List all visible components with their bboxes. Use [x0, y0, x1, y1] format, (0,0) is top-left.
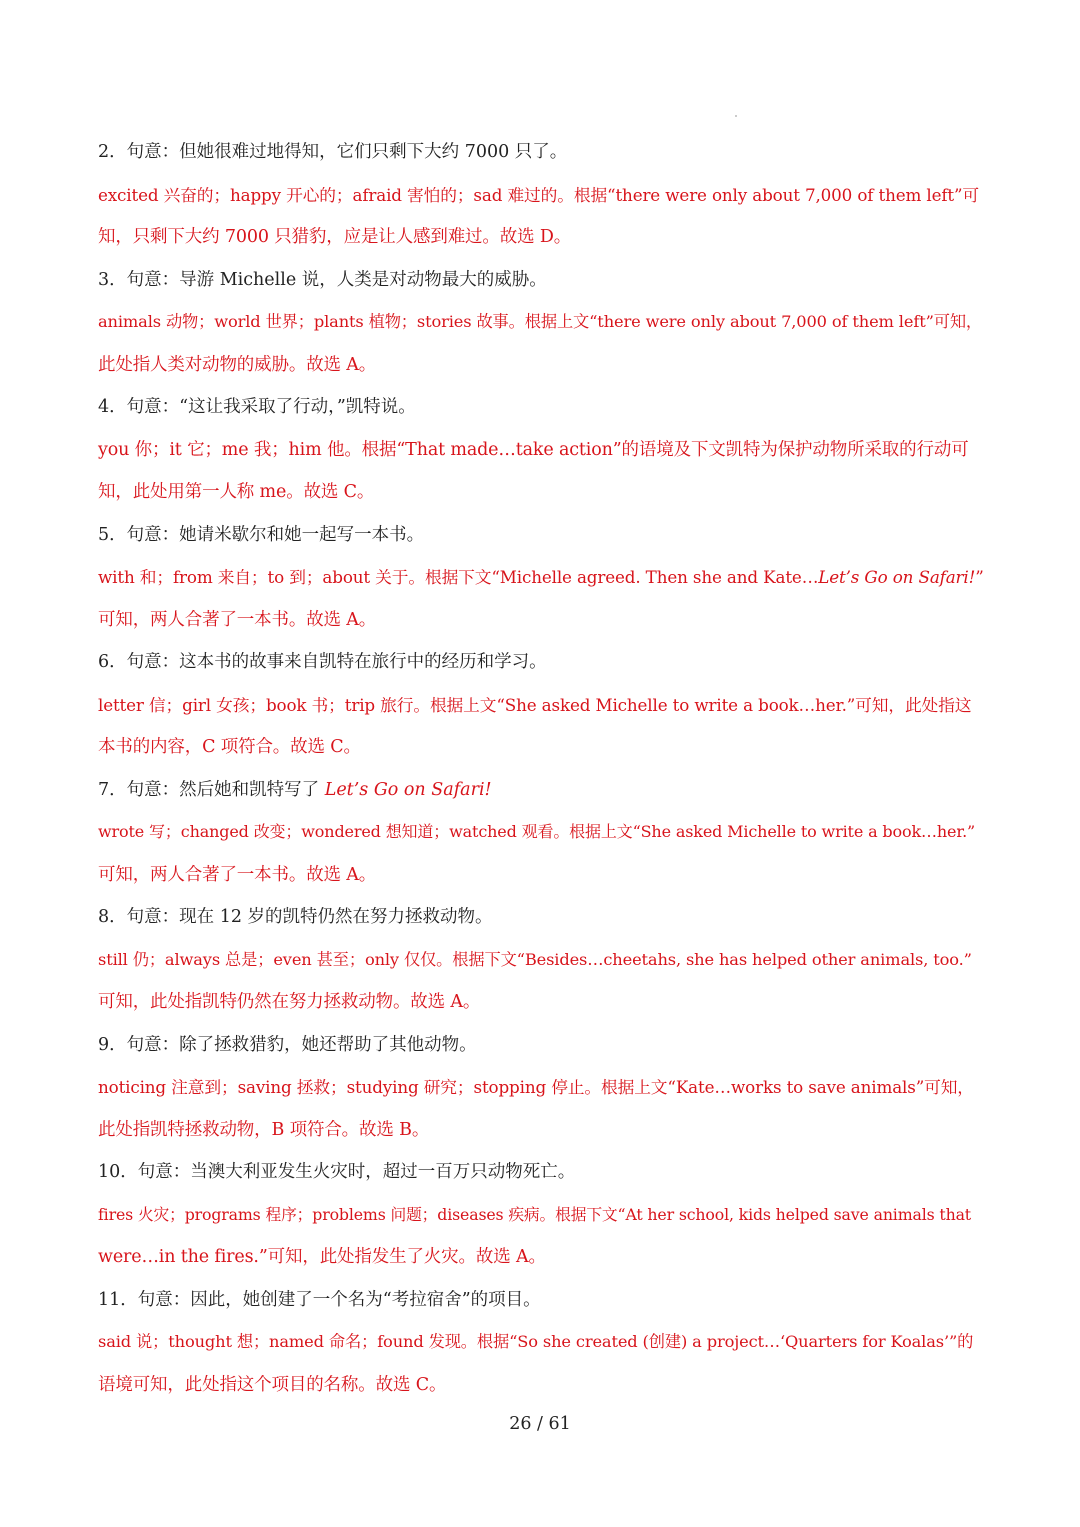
- answer-explanations: [98, 131, 984, 1406]
- item-4-explanation-line-1: you 你；it 它；me 我；him 他。根据“That made…take action”的语境及下文凯特为保护动物所采取的行动可: [98, 439, 969, 460]
- item-10-explanation-line-1: fires 火灾；programs 程序；problems 问题；diseases 疾病。根据下文“At her school, kids helped save animals that: [98, 1204, 971, 1224]
- item-6-explanation-line-2: 本书的内容，C 项符合。故选 C。: [98, 737, 361, 757]
- item-7-question-text: 7．句意：然后她和凯特写了: [98, 779, 325, 800]
- item-9-explanation-line-2: 此处指凯特拯救动物，B 项符合。故选 B。: [98, 1119, 430, 1140]
- item-11-explanation-line-1: said 说；thought 想；named 命名；found 发现。根据“So she created (创建) a project…‘Quarters for Koalas’”的: [98, 1332, 974, 1351]
- item-6-question: 6．句意：这本书的故事来自凯特在旅行中的经历和学习。: [98, 652, 547, 672]
- item-8-question: 8．句意：现在 12 岁的凯特仍然在努力拯救动物。: [98, 907, 493, 927]
- item-2-explanation-line-1: excited 兴奋的；happy 开心的；afraid 害怕的；sad 难过的。根据“there were only about 7,000 of them left”可: [98, 184, 980, 205]
- item-8-explanation-line-2: 可知，此处指凯特仍然在努力拯救动物。故选 A。: [98, 992, 481, 1012]
- item-7-explanation-line-2: 可知，两人合著了一本书。故选 A。: [98, 864, 377, 885]
- item-5-explanation-text: with 和；from 来自；to 到；about 关于。根据下文“Michelle agreed. Then she and Kate…: [98, 567, 819, 587]
- item-2-explanation-line-2: 知，只剩下大约 7000 只猎豹，应是让人感到难过。故选 D。: [98, 227, 572, 247]
- item-3-question: 3．句意：导游 Michelle 说，人类是对动物最大的威胁。: [98, 269, 547, 290]
- item-10-explanation-line-2: were…in the fires.”可知，此处指发生了火灾。故选 A。: [98, 1247, 546, 1267]
- item-3-explanation-line-1: animals 动物；world 世界；plants 植物；stories 故事。根据上文“there were only about 7,000 of them left”可知，: [98, 312, 983, 331]
- closing-quote: ”: [975, 567, 984, 587]
- item-5-question: 5．句意：她请米歇尔和她一起写一本书。: [98, 524, 425, 545]
- item-2-question: 2．句意：但她很难过地得知，它们只剩下大约 7000 只了。: [98, 142, 568, 162]
- item-9-question: 9．句意：除了拯救猎豹，她还帮助了其他动物。: [98, 1034, 477, 1055]
- item-11-question: 11．句意：因此，她创建了一个名为“考拉宿舍”的项目。: [98, 1289, 541, 1310]
- item-6-explanation-line-1: letter 信；girl 女孩；book 书；trip 旅行。根据上文“She asked Michelle to write a book…her.”可知，此处指这: [98, 694, 972, 715]
- item-7-question: [98, 769, 984, 812]
- item-9-explanation-line-1: noticing 注意到；saving 拯救；studying 研究；stopping 停止。根据上文“Kate…works to save animals”可知，: [98, 1077, 974, 1097]
- item-5-explanation-line-2: 可知，两人合著了一本书。故选 A。: [98, 609, 377, 630]
- item-4-explanation-line-2: 知，此处用第一人称 me。故选 C。: [98, 482, 375, 502]
- item-10-question: 10．句意：当澳大利亚发生火灾时，超过一百万只动物死亡。: [98, 1162, 576, 1182]
- item-3-explanation-line-2: 此处指人类对动物的威胁。故选 A。: [98, 354, 377, 375]
- scan-speck: [735, 115, 737, 117]
- item-4-question: 4．句意：“这让我采取了行动，”凯特说。: [98, 397, 416, 417]
- item-7-explanation-line-1: wrote 写；changed 改变；wondered 想知道；watched 观看。根据上文“She asked Michelle to write a book…her.”: [98, 822, 976, 841]
- page-number: 26 / 61: [509, 1414, 571, 1434]
- item-8-explanation-line-1: still 仍；always 总是；even 甚至；only 仅仅。根据下文“Besides…cheetahs, she has helped other animals, too.”: [98, 949, 972, 969]
- item-11-explanation-line-2: 语境可知，此处指这个项目的名称。故选 C。: [98, 1374, 447, 1395]
- item-5-explanation-line-1: [98, 556, 984, 599]
- book-title: Let’s Go on Safari!: [324, 779, 492, 800]
- book-title: Let’s Go on Safari!: [818, 567, 976, 587]
